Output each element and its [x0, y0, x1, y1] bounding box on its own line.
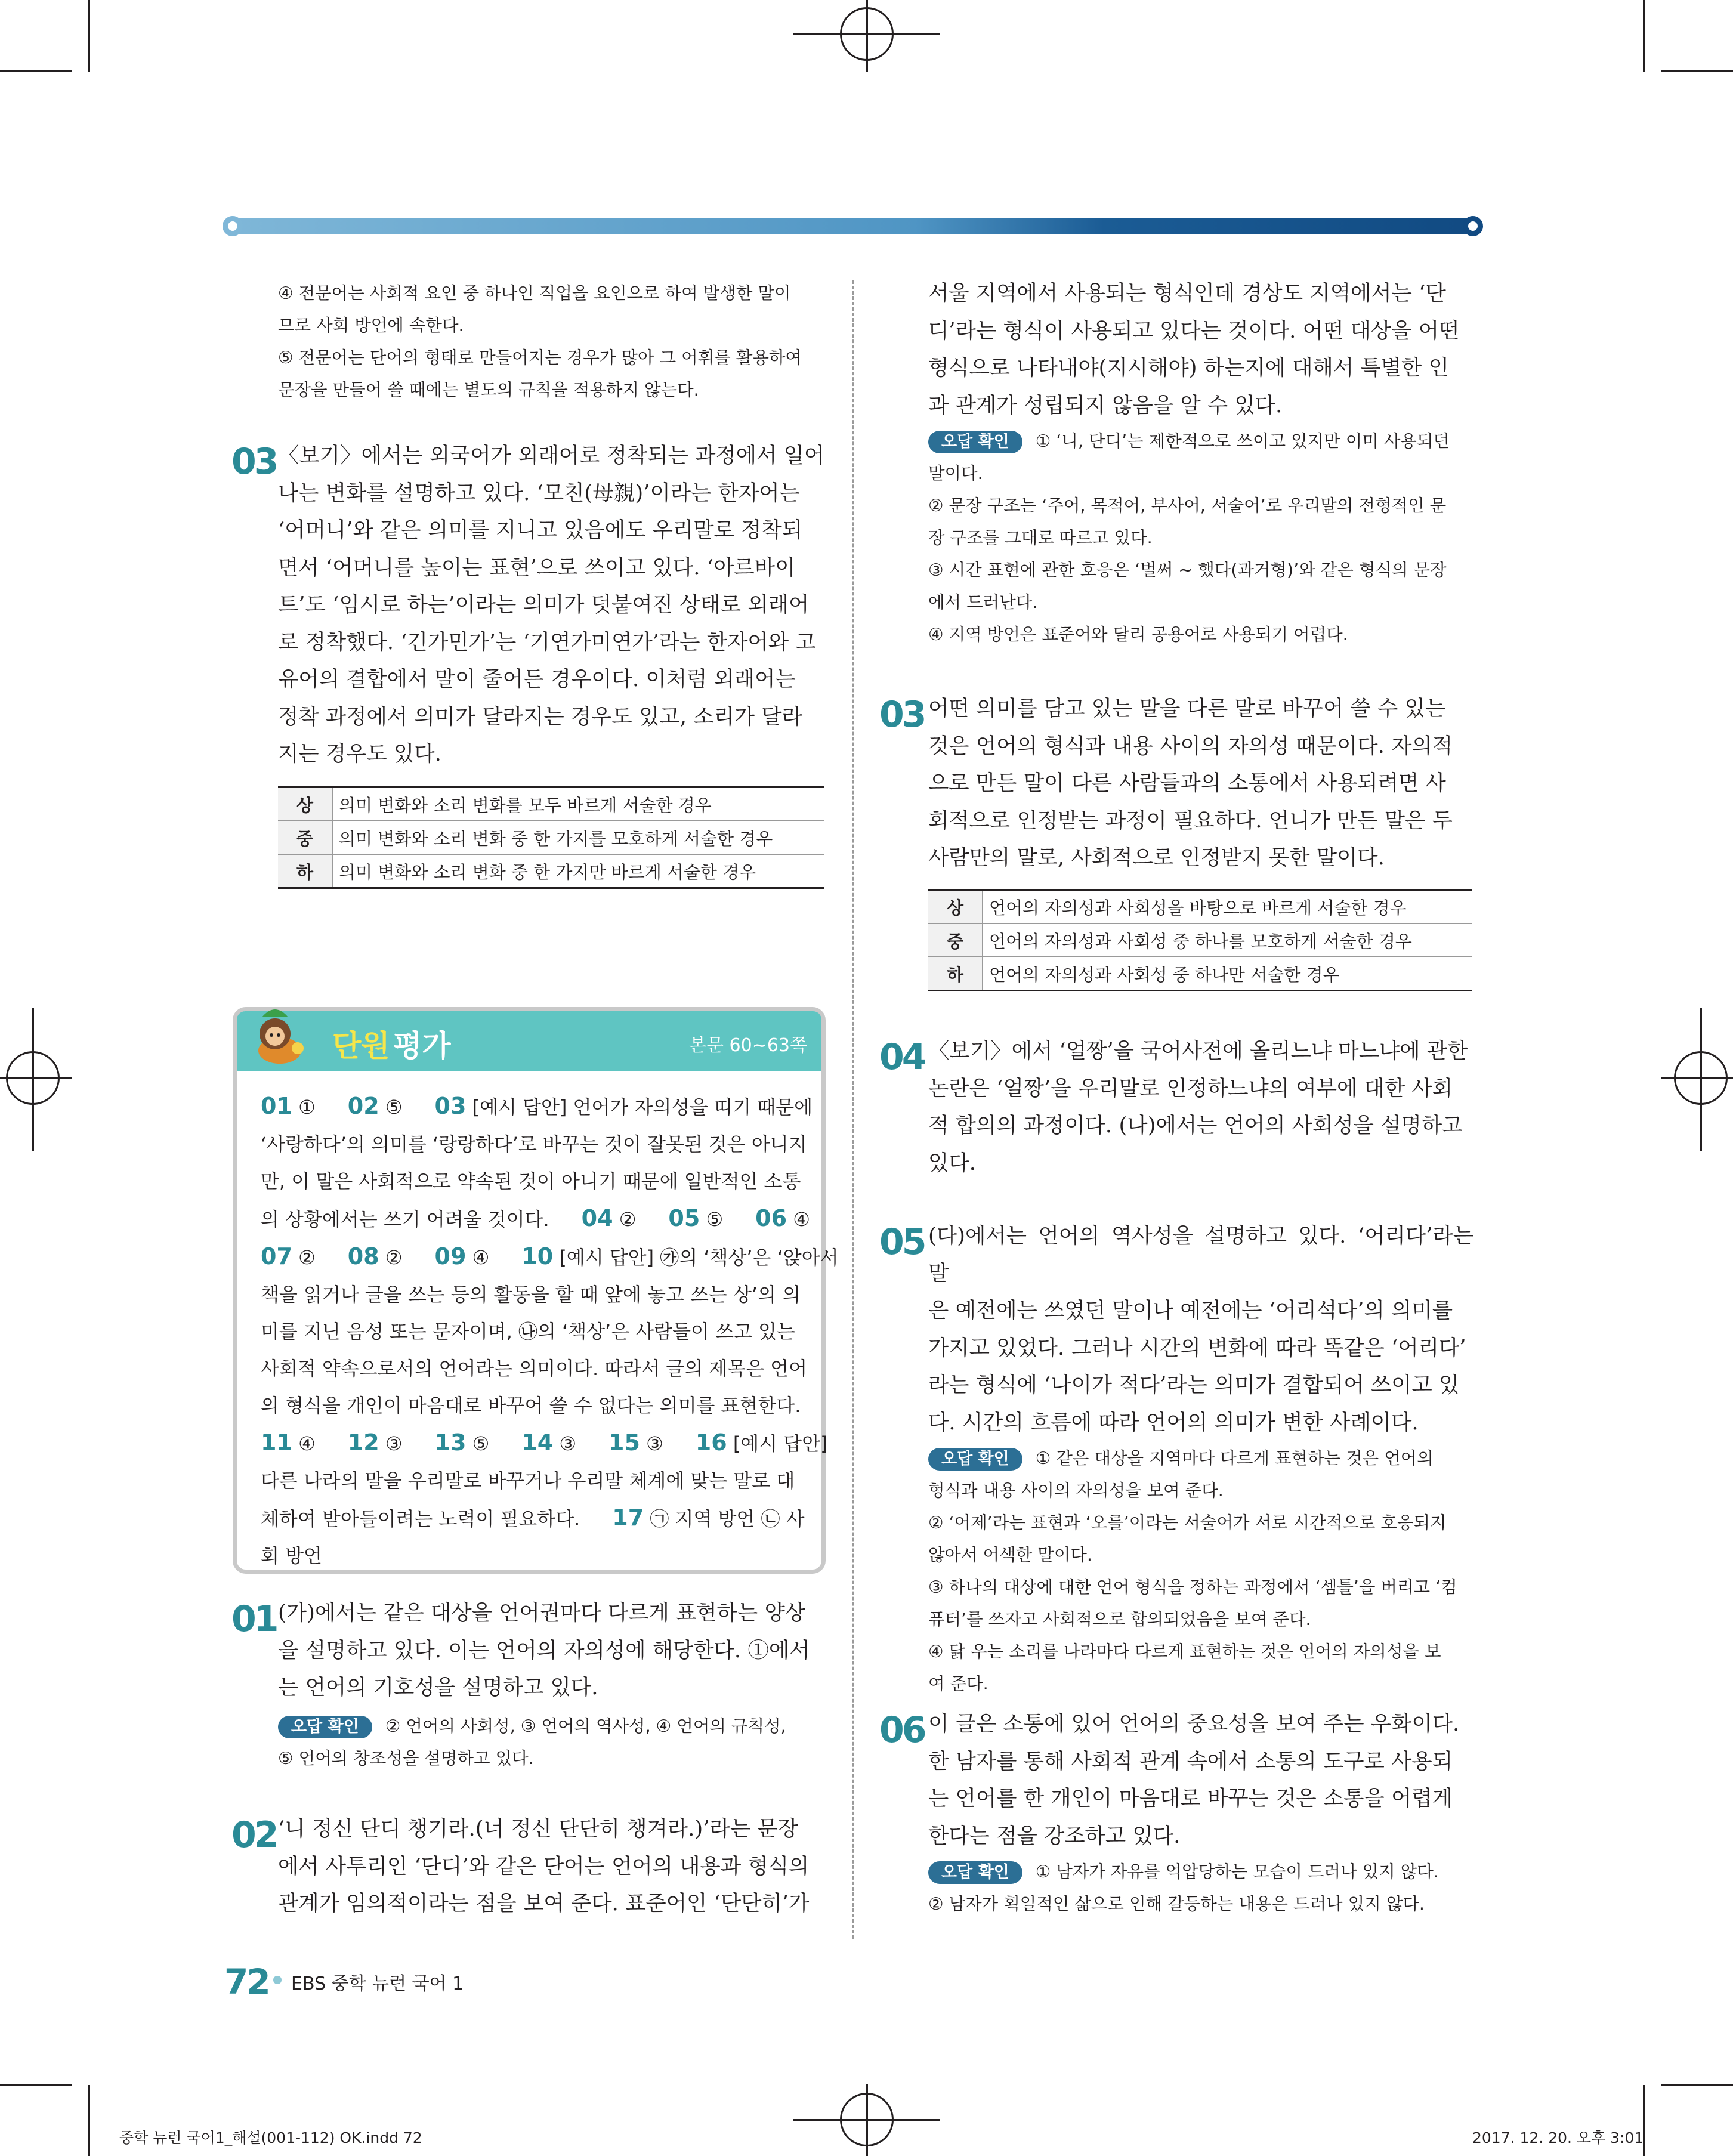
- answer-number: 04: [581, 1205, 613, 1231]
- rubric-text: 의미 변화와 소리 변화 중 한 가지를 모호하게 서술한 경우: [332, 821, 824, 854]
- answer-line: [261, 1163, 801, 1200]
- slug-file: 중학 뉴런 국어1_해설(001-112) OK.indd 72: [119, 2129, 422, 2146]
- body-line: 유어의 결합에서 말이 줄어든 경우이다. 이처럼 외래어는: [278, 667, 796, 691]
- answer-text: 사회적 약속으로서의 언어라는 의미이다. 따라서 글의 제목은 언어: [261, 1357, 808, 1380]
- question-number: 01: [231, 1598, 277, 1640]
- answer-text: ‘사랑하다’의 의미를 ‘랑랑하다’로 바꾸는 것이 잘못된 것은 아니지: [261, 1133, 807, 1156]
- note-text: ① ‘니, 단디’는 제한적으로 쓰이고 있지만 이미 사용되던: [1035, 431, 1450, 451]
- note-line: [278, 1710, 827, 1743]
- registration-mark: [0, 1077, 72, 1079]
- answer-text: [예시 답안]: [727, 1432, 828, 1455]
- body-line: 면서 ‘어머니를 높이는 표현’으로 쓰이고 있다. ‘아르바이: [278, 555, 796, 580]
- crop-mark: [88, 0, 90, 72]
- body-line: 〈보기〉에서는 외국어가 외래어로 정착되는 과정에서 일어: [278, 443, 825, 468]
- body-line: 것은 언어의 형식과 내용 사이의 자의성 때문이다. 자의적: [928, 733, 1453, 758]
- panel-header: [237, 1011, 821, 1071]
- answer-text: ④: [292, 1432, 316, 1455]
- answer-text: ⑤: [466, 1432, 490, 1455]
- answer-line: [261, 1276, 801, 1313]
- answer-text: 만, 이 말은 사회적으로 약속된 것이 아니기 때문에 일반적인 소통: [261, 1170, 801, 1193]
- answer-number: 02: [347, 1093, 379, 1119]
- panel-title-a: 단원: [332, 1028, 390, 1063]
- slug-date: 2017. 12. 20. 오후 3:01: [1472, 2129, 1644, 2146]
- body-line: 한 남자를 통해 사회적 관계 속에서 소통의 도구로 사용되: [928, 1749, 1453, 1774]
- body-line: 형식으로 나타내야(지시해야) 하는지에 대해서 특별한 인: [928, 356, 1449, 380]
- body-line: 지는 경우도 있다.: [278, 742, 441, 766]
- answer-text: ②: [613, 1208, 637, 1231]
- answer-text: [예시 답안] 언어가 자의성을 띠기 때문에: [466, 1096, 813, 1119]
- body-line: 어떤 의미를 담고 있는 말을 다른 말로 바꾸어 쓸 수 있는: [928, 696, 1446, 721]
- answer-text: ②: [292, 1246, 316, 1269]
- question-number: 04: [879, 1036, 925, 1078]
- rubric-row: [928, 957, 1472, 991]
- answer-text: ⑤: [379, 1096, 403, 1119]
- body-line: 적 합의의 과정이다. (나)에서는 언어의 사회성을 설명하고: [928, 1113, 1463, 1138]
- body-line: 은 예전에는 쓰였던 말이나 예전에는 ‘어리석다’의 의미를: [928, 1298, 1453, 1323]
- answer-line: [261, 1088, 813, 1126]
- note-line: ② 문장 구조는 ‘주어, 목적어, 부사어, 서술어’로 우리말의 전형적인 문: [928, 496, 1447, 515]
- book-title: EBS 중학 뉴런 국어 1: [291, 1973, 464, 1994]
- question-number: 03: [879, 694, 925, 736]
- page-number: 72: [224, 1962, 269, 2002]
- answer-text: 책을 읽거나 글을 쓰는 등의 활동을 할 때 앞에 놓고 쓰는 상’의 의: [261, 1283, 801, 1306]
- body-line: 로 정착했다. ‘긴가민가’는 ‘기연가미연가’라는 한자어와 고: [278, 629, 816, 654]
- answer-text: ④: [787, 1208, 810, 1231]
- answer-line: [261, 1462, 798, 1499]
- question-number: 02: [231, 1814, 277, 1856]
- registration-mark: [1700, 1008, 1702, 1151]
- unit-assessment-panel: [233, 1007, 839, 1574]
- answer-number: 09: [434, 1243, 467, 1269]
- note-line: 퓨터’를 쓰자고 사회적으로 합의되었음을 보여 준다.: [928, 1610, 1311, 1629]
- panel-title-b: 평가: [393, 1028, 451, 1063]
- registration-mark: [866, 2084, 868, 2156]
- body-line: 트’도 ‘임시로 하는’이라는 의미가 덧붙여진 상태로 외래어: [278, 592, 810, 617]
- note-line: ③ 하나의 대상에 대한 언어 형식을 정하는 과정에서 ‘셈틀’을 버리고 ‘컴: [928, 1577, 1457, 1597]
- answer-line: [261, 1200, 810, 1238]
- rubric-text: 언어의 자의성과 사회성을 바탕으로 바르게 서술한 경우: [983, 890, 1472, 924]
- answer-number: 07: [261, 1243, 292, 1269]
- body-line: ‘어머니’와 같은 의미를 지니고 있음에도 우리말로 정착되: [278, 518, 803, 542]
- answer-text: ③: [379, 1432, 403, 1455]
- question-number: 03: [231, 441, 277, 483]
- header-bar: [227, 218, 1479, 234]
- body-line: 이 글은 소통에 있어 언어의 중요성을 보여 주는 우화이다.: [928, 1712, 1460, 1736]
- body-line: 정착 과정에서 의미가 달라지는 경우도 있고, 소리가 달라: [278, 704, 803, 729]
- answer-text: ④: [466, 1246, 490, 1269]
- body-line: 가지고 있었다. 그러나 시간의 변화에 따라 똑같은 ‘어리다’: [928, 1335, 1466, 1360]
- body-line: 나는 변화를 설명하고 있다. ‘모친(母親)’이라는 한자어는: [278, 480, 800, 505]
- note-line: [928, 1443, 1473, 1475]
- note-line: 에서 드러난다.: [928, 592, 1038, 612]
- answer-text: ㉠ 지역 방언 ㉡ 사: [644, 1508, 805, 1530]
- wrong-answer-chip: 오답 확인: [928, 1861, 1022, 1884]
- note-line: ⑤ 언어의 창조성을 설명하고 있다.: [278, 1748, 534, 1768]
- body-line: 논란은 ‘얼짱’을 우리말로 인정하느냐의 여부에 대한 사회: [928, 1076, 1453, 1101]
- crop-mark: [1643, 0, 1645, 72]
- body-line: 을 설명하고 있다. 이는 언어의 자의성에 해당한다. ①에서: [278, 1638, 810, 1663]
- note-line: 여 준다.: [928, 1674, 988, 1694]
- question-body: [928, 690, 1473, 877]
- body-line: ‘니 정신 단디 챙기라.(너 정신 단단히 챙겨라.)’라는 문장: [278, 1817, 798, 1841]
- answer-key: [261, 1088, 839, 1574]
- crop-mark: [1661, 70, 1733, 72]
- body-line: 는 언어를 한 개인이 마음대로 바꾸는 것은 소통을 어렵게: [928, 1786, 1453, 1811]
- answer-text: 회 방언: [261, 1545, 322, 1567]
- note-line: 않아서 어색한 말이다.: [928, 1545, 1092, 1565]
- rubric-row: [278, 787, 824, 821]
- wrong-answer-chip: 오답 확인: [928, 1448, 1022, 1471]
- scoring-rubric: [278, 786, 824, 889]
- note-line: ② ‘어제’라는 표현과 ‘오를’이라는 서술어가 서로 시간적으로 호응되지: [928, 1513, 1447, 1533]
- answer-text: ③: [553, 1432, 576, 1455]
- answer-number: 13: [434, 1429, 467, 1456]
- answer-number: 12: [347, 1429, 379, 1456]
- crop-mark: [0, 2084, 72, 2086]
- question-body-continued: [928, 275, 1473, 651]
- rubric-row: [928, 890, 1472, 924]
- left-top-notes: [278, 277, 827, 406]
- note-text: ② 언어의 사회성, ③ 언어의 역사성, ④ 언어의 규칙성,: [385, 1716, 786, 1736]
- registration-mark: [1661, 1077, 1733, 1079]
- answer-number: 08: [347, 1243, 379, 1269]
- mascot-icon: [245, 1000, 311, 1067]
- answer-number: 03: [434, 1093, 467, 1119]
- body-line: 〈보기〉에서 ‘얼짱’을 국어사전에 올리느냐 마느냐에 관한: [928, 1039, 1468, 1063]
- header-bar-endcap: [1463, 216, 1483, 236]
- crop-mark: [88, 2085, 90, 2156]
- answer-text: 다른 나라의 말을 우리말로 바꾸거나 우리말 체계에 맞는 말로 대: [261, 1469, 795, 1492]
- footer-bullet-icon: [273, 1976, 282, 1984]
- body-line: 관계가 임의적이라는 점을 보여 준다. 표준어인 ‘단단히’가: [278, 1891, 810, 1916]
- answer-number: 16: [695, 1429, 727, 1456]
- note-line: 말이다.: [928, 464, 983, 483]
- note-line: ③ 시간 표현에 관한 호응은 ‘벌써 ∼ 했다(과거형)’와 같은 형식의 문장: [928, 560, 1447, 580]
- note-line: 문장을 만들어 쓸 때에는 별도의 규칙을 적용하지 않는다.: [278, 380, 699, 400]
- body-line: 한다는 점을 강조하고 있다.: [928, 1823, 1181, 1848]
- crop-mark: [1661, 2084, 1733, 2086]
- rubric-row: [928, 923, 1472, 957]
- answer-number: 11: [261, 1429, 292, 1456]
- crop-mark: [0, 70, 72, 72]
- body-line: 있다.: [928, 1150, 976, 1175]
- panel-page-range: 본문 60∼63쪽: [689, 1035, 807, 1056]
- rubric-text: 언어의 자의성과 사회성 중 하나를 모호하게 서술한 경우: [983, 923, 1472, 957]
- note-line: ④ 전문어는 사회적 요인 중 하나인 직업을 요인으로 하여 발생한 말이: [278, 283, 791, 303]
- answer-line: [261, 1499, 805, 1537]
- rubric-text: 의미 변화와 소리 변화 중 한 가지만 바르게 서술한 경우: [332, 854, 824, 888]
- body-line: 서울 지역에서 사용되는 형식인데 경상도 지역에서는 ‘단: [928, 281, 1446, 305]
- answer-text: ③: [640, 1432, 663, 1455]
- note-line: [928, 425, 1473, 458]
- answer-number: 05: [668, 1205, 700, 1231]
- rubric-row: [278, 821, 824, 854]
- registration-mark: [866, 0, 868, 72]
- question-body: [928, 1218, 1473, 1700]
- body-line: 는 언어의 기호성을 설명하고 있다.: [278, 1675, 598, 1700]
- note-line: 장 구조를 그대로 따르고 있다.: [928, 528, 1153, 548]
- note-line: 형식과 내용 사이의 자의성을 보여 준다.: [928, 1481, 1224, 1500]
- question-body: [928, 1706, 1473, 1920]
- question-body: [278, 1595, 827, 1775]
- body-line: 으로 만든 말이 다른 사람들과의 소통에서 사용되려면 사: [928, 771, 1446, 795]
- rubric-text: 의미 변화와 소리 변화를 모두 바르게 서술한 경우: [332, 787, 824, 821]
- answer-text: ①: [292, 1096, 316, 1119]
- body-line: 디’라는 형식이 사용되고 있다는 것이다. 어떤 대상을 어떤: [928, 318, 1460, 343]
- wrong-answer-chip: 오답 확인: [928, 431, 1022, 453]
- answer-text: [예시 답안] ㉮의 ‘책상’은 ‘앉아서: [553, 1246, 839, 1269]
- body-line: 라는 형식에 ‘나이가 적다’라는 의미가 결합되어 쓰이고 있: [928, 1373, 1460, 1397]
- answer-number: 06: [755, 1205, 787, 1231]
- question-number: 05: [879, 1221, 925, 1263]
- answer-line: [261, 1387, 801, 1424]
- body-line: (가)에서는 같은 대상을 언어권마다 다르게 표현하는 양상: [278, 1601, 806, 1625]
- question-number: 06: [879, 1709, 925, 1751]
- rubric-text: 언어의 자의성과 사회성 중 하나만 서술한 경우: [983, 957, 1472, 991]
- rubric-level: 하: [278, 854, 332, 888]
- rubric-level: 상: [928, 890, 983, 924]
- answer-line: [261, 1313, 798, 1350]
- answer-number: 10: [521, 1243, 554, 1269]
- rubric-level: 중: [278, 821, 332, 854]
- body-line: 다. 시간의 흐름에 따라 언어의 의미가 변한 사례이다.: [928, 1410, 1419, 1435]
- answer-text: 미를 지닌 음성 또는 문자이며, ㉯의 ‘책상’은 사람들이 쓰고 있는: [261, 1320, 795, 1343]
- body-line: 에서 사투리인 ‘단디’와 같은 단어는 언어의 내용과 형식의: [278, 1854, 810, 1879]
- rubric-row: [278, 854, 824, 888]
- answer-line: [261, 1126, 807, 1163]
- registration-mark: [32, 1008, 34, 1151]
- answer-line: [261, 1424, 828, 1462]
- note-line: ② 남자가 획일적인 삶으로 인해 갈등하는 내용은 드러나 있지 않다.: [928, 1894, 1425, 1914]
- note-text: ① 남자가 자유를 억압당하는 모습이 드러나 있지 않다.: [1035, 1862, 1439, 1882]
- wrong-answer-chip: 오답 확인: [278, 1716, 372, 1738]
- answer-line: [261, 1238, 839, 1276]
- answer-line: [261, 1537, 798, 1574]
- answer-number: 01: [261, 1093, 292, 1119]
- body-line: 사람만의 말로, 사회적으로 인정받지 못한 말이다.: [928, 845, 1385, 870]
- answer-number: 15: [608, 1429, 640, 1456]
- header-bar-endcap: [223, 216, 243, 236]
- answer-text: 의 형식을 개인이 마음대로 바꾸어 쓸 수 없다는 의미를 표현한다.: [261, 1394, 801, 1417]
- body-line: 과 관계가 성립되지 않음을 알 수 있다.: [928, 393, 1283, 418]
- rubric-level: 상: [278, 787, 332, 821]
- note-line: [928, 1856, 1473, 1888]
- question-body: [278, 437, 827, 773]
- scoring-rubric: [928, 889, 1472, 991]
- answer-number: 14: [521, 1429, 554, 1456]
- answer-text: 체하여 받아들이려는 노력이 필요하다.: [261, 1508, 580, 1530]
- rubric-level: 중: [928, 923, 983, 957]
- question-body: [928, 1033, 1473, 1182]
- answer-text: ⑤: [700, 1208, 724, 1231]
- note-line: ④ 지역 방언은 표준어와 달리 공용어로 사용되기 어렵다.: [928, 625, 1348, 644]
- question-body: [278, 1811, 827, 1923]
- body-line: 회적으로 인정받는 과정이 필요하다. 언니가 만든 말은 두: [928, 808, 1453, 833]
- answer-number: 17: [612, 1505, 644, 1531]
- column-divider: [852, 280, 854, 1939]
- body-line: (다)에서는 언어의 역사성을 설명하고 있다. ‘어리다’라는 말: [928, 1224, 1473, 1286]
- answer-text: 의 상황에서는 쓰기 어려울 것이다.: [261, 1208, 549, 1231]
- note-line: ⑤ 전문어는 단어의 형태로 만들어지는 경우가 많아 그 어휘를 활용하여: [278, 348, 802, 367]
- answer-line: [261, 1350, 808, 1387]
- note-line: ④ 닭 우는 소리를 나라마다 다르게 표현하는 것은 언어의 자의성을 보: [928, 1642, 1441, 1661]
- rubric-level: 하: [928, 957, 983, 991]
- note-text: ① 같은 대상을 지역마다 다르게 표현하는 것은 언어의: [1035, 1448, 1434, 1468]
- note-line: 므로 사회 방언에 속한다.: [278, 316, 464, 335]
- answer-text: ②: [379, 1246, 403, 1269]
